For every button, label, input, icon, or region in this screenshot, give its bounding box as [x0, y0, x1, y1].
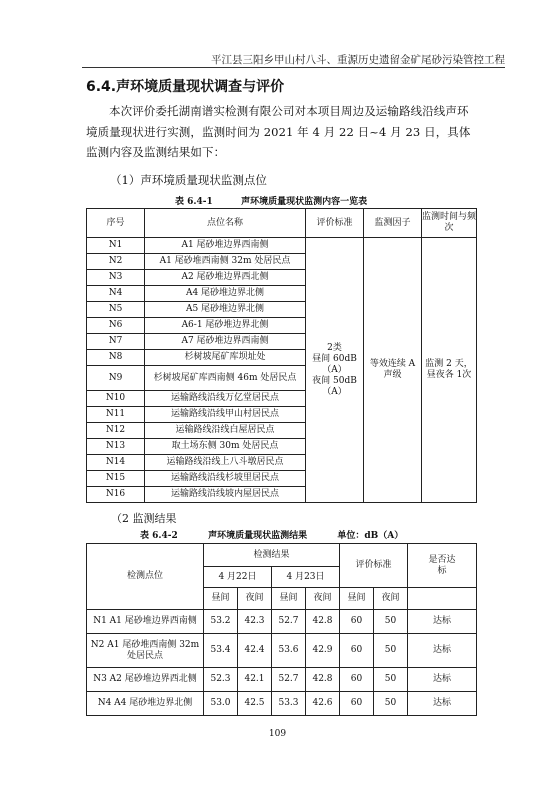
factor-line: 声级 [383, 370, 402, 380]
table2-cell-point: N3 A2 尾砂堆边界西北侧 [87, 668, 204, 692]
table2-cell: 达标 [408, 634, 477, 668]
table2-header-day: 昼间 [272, 588, 306, 610]
standard-line: 昼间 60dB [312, 353, 357, 364]
subsection-monitoring-points: （1）声环境质量现状监测点位 [110, 173, 267, 187]
table1-cell-no: N2 [87, 254, 145, 270]
table2-cell: 53.4 [204, 634, 238, 668]
table2-header-date2: 4 月23日 [272, 567, 340, 588]
section-heading: 6.4.声环境质量现状调查与评价 [86, 79, 285, 95]
table2-header-point: 检测点位 [87, 544, 204, 610]
table1-standard-cell [306, 238, 364, 503]
table2-cell: 53.0 [204, 692, 238, 716]
table2-header-date1: 4 月22日 [204, 567, 272, 588]
table1-cell-no: N11 [87, 407, 145, 423]
meet-line: 是否达 [428, 554, 456, 565]
table2-cell: 42.9 [306, 634, 340, 668]
intro-paragraph: 本次评价委托湖南谱实检测有限公司对本项目周边及运输路线沿线声环境质量现状进行实测，监测时间为 2021 年 4 月 22 日~4 月 23 日，具体监测内容及监测结果如下： [86, 104, 471, 159]
table-row [87, 238, 477, 254]
table1-cell-no: N16 [87, 487, 145, 503]
table2-cell: 53.2 [204, 610, 238, 634]
standard-line: 夜间 50dB [312, 375, 357, 386]
subsection-monitoring-results: （2 监测结果 [111, 512, 177, 525]
table1-cell-name: 运输路线沿线白屋居民点 [145, 423, 306, 439]
table2-cell: 达标 [408, 610, 477, 634]
table2-cell: 50 [374, 634, 408, 668]
table1-body [87, 238, 477, 503]
table1-cell-no: N1 [87, 238, 145, 254]
table2-cell: 达标 [408, 692, 477, 716]
table2-cell: 42.6 [306, 692, 340, 716]
page-number: 109 [268, 729, 287, 739]
table2-cell: 达标 [408, 668, 477, 692]
header-rule [82, 67, 505, 68]
table2-cell: 42.1 [238, 668, 272, 692]
table2-header-blank [408, 588, 477, 610]
table1-cell-name: A1 尾砂堆边界西南侧 [145, 238, 306, 254]
table1-cell-name: A6-1 尾砂堆边界北侧 [145, 318, 306, 334]
table2-cell: 42.4 [238, 634, 272, 668]
table2-caption-title: 声环境质量现状监测结果 [208, 531, 308, 541]
table2-cell: 50 [374, 692, 408, 716]
table2-cell: 60 [340, 692, 374, 716]
table2-caption-unit: 单位：dB（A） [337, 531, 404, 541]
table2-cell: 60 [340, 634, 374, 668]
table1-header-frequency: 监测时间与频次 [422, 209, 477, 238]
table1-cell-name: A5 尾砂堆边界北侧 [145, 302, 306, 318]
table1-cell-no: N8 [87, 350, 145, 366]
table1-cell-name: A2 尾砂堆边界西北侧 [145, 270, 306, 286]
meet-line: 标 [437, 565, 447, 576]
table1-cell-no: N6 [87, 318, 145, 334]
table1-cell-no: N3 [87, 270, 145, 286]
table1-cell-name: 运输路线沿线甲山村居民点 [145, 407, 306, 423]
table1-factor-cell [364, 238, 422, 503]
table1-header-standard: 评价标准 [306, 209, 364, 238]
table2-cell: 42.8 [306, 668, 340, 692]
standard-line: （A） [322, 386, 347, 397]
table2-caption [140, 528, 403, 541]
factor-line: 等效连续 A [369, 359, 416, 369]
table1-cell-no: N10 [87, 391, 145, 407]
standard-line: 2类 [327, 342, 342, 353]
table1-cell-name: A4 尾砂堆边界北侧 [145, 286, 306, 302]
table-row [87, 692, 477, 716]
table2-cell: 53.3 [272, 692, 306, 716]
table1-caption [175, 194, 367, 207]
table1-frequency-cell [422, 238, 477, 503]
table2-header-std-day: 昼间 [340, 588, 374, 610]
table2-cell: 50 [374, 610, 408, 634]
table2-cell: 52.3 [204, 668, 238, 692]
standard-line: （A） [322, 364, 347, 375]
table1-cell-no: N9 [87, 366, 145, 391]
table2-header-std-night: 夜间 [374, 588, 408, 610]
table2-header-night: 夜间 [306, 588, 340, 610]
table1-cell-no: N5 [87, 302, 145, 318]
table2-cell: 52.7 [272, 668, 306, 692]
table2-cell: 53.6 [272, 634, 306, 668]
table1-cell-name: 运输路线沿线坡内屋居民点 [145, 487, 306, 503]
monitoring-points-table [86, 208, 477, 503]
table2-cell: 60 [340, 610, 374, 634]
table2-cell-point: N4 A4 尾砂堆边界北侧 [87, 692, 204, 716]
table1-cell-no: N12 [87, 423, 145, 439]
table1-cell-name: 杉树坡尾矿库西南侧 46m 处居民点 [145, 366, 306, 391]
table1-cell-no: N15 [87, 471, 145, 487]
table2-caption-number: 表 6.4-2 [140, 531, 178, 541]
table1-cell-name: 杉树坡尾矿库坝址处 [145, 350, 306, 366]
table-row [87, 668, 477, 692]
table2-header-meet [408, 544, 477, 588]
monitoring-results-table [86, 543, 477, 716]
table2-cell-point: N2 A1 尾砂堆西南侧 32m 处居民点 [87, 634, 204, 668]
frequency-line: 监测 2 天， [425, 359, 473, 369]
table1-header-no: 序号 [87, 209, 145, 238]
table1-header-name: 点位名称 [145, 209, 306, 238]
table2-cell: 42.3 [238, 610, 272, 634]
table2-cell: 60 [340, 668, 374, 692]
table1-caption-title: 声环境质量现状监测内容一览表 [241, 197, 368, 207]
table1-cell-no: N14 [87, 455, 145, 471]
table1-cell-no: N7 [87, 334, 145, 350]
table-row [87, 634, 477, 668]
table1-cell-no: N4 [87, 286, 145, 302]
table1-cell-name: 运输路线沿线杉坡里居民点 [145, 471, 306, 487]
table1-cell-name: 运输路线沿线上八斗墩居民点 [145, 455, 306, 471]
table1-caption-number: 表 6.4-1 [175, 197, 213, 207]
table2-cell-point: N1 A1 尾砂堆边界西南侧 [87, 610, 204, 634]
table2-cell: 42.8 [306, 610, 340, 634]
table1-cell-name: A7 尾砂堆边界西南侧 [145, 334, 306, 350]
frequency-line: 昼夜各 1次 [426, 370, 472, 380]
table1-cell-name: A1 尾砂堆西南侧 32m 处居民点 [145, 254, 306, 270]
table1-cell-name: 运输路线沿线万亿堂居民点 [145, 391, 306, 407]
table2-cell: 50 [374, 668, 408, 692]
table1-cell-no: N13 [87, 439, 145, 455]
table2-header-day: 昼间 [204, 588, 238, 610]
table2-header-standard: 评价标准 [340, 544, 408, 588]
table2-cell: 42.5 [238, 692, 272, 716]
table1-cell-name: 取土场东侧 30m 处居民点 [145, 439, 306, 455]
table-row [87, 610, 477, 634]
table2-cell: 52.7 [272, 610, 306, 634]
table2-header-result: 检测结果 [204, 544, 340, 567]
table1-header-factor: 监测因子 [364, 209, 422, 238]
table2-header-night: 夜间 [238, 588, 272, 610]
document-header-title: 平江县三阳乡甲山村八斗、重源历史遗留金矿尾砂污染管控工程 [211, 54, 505, 66]
